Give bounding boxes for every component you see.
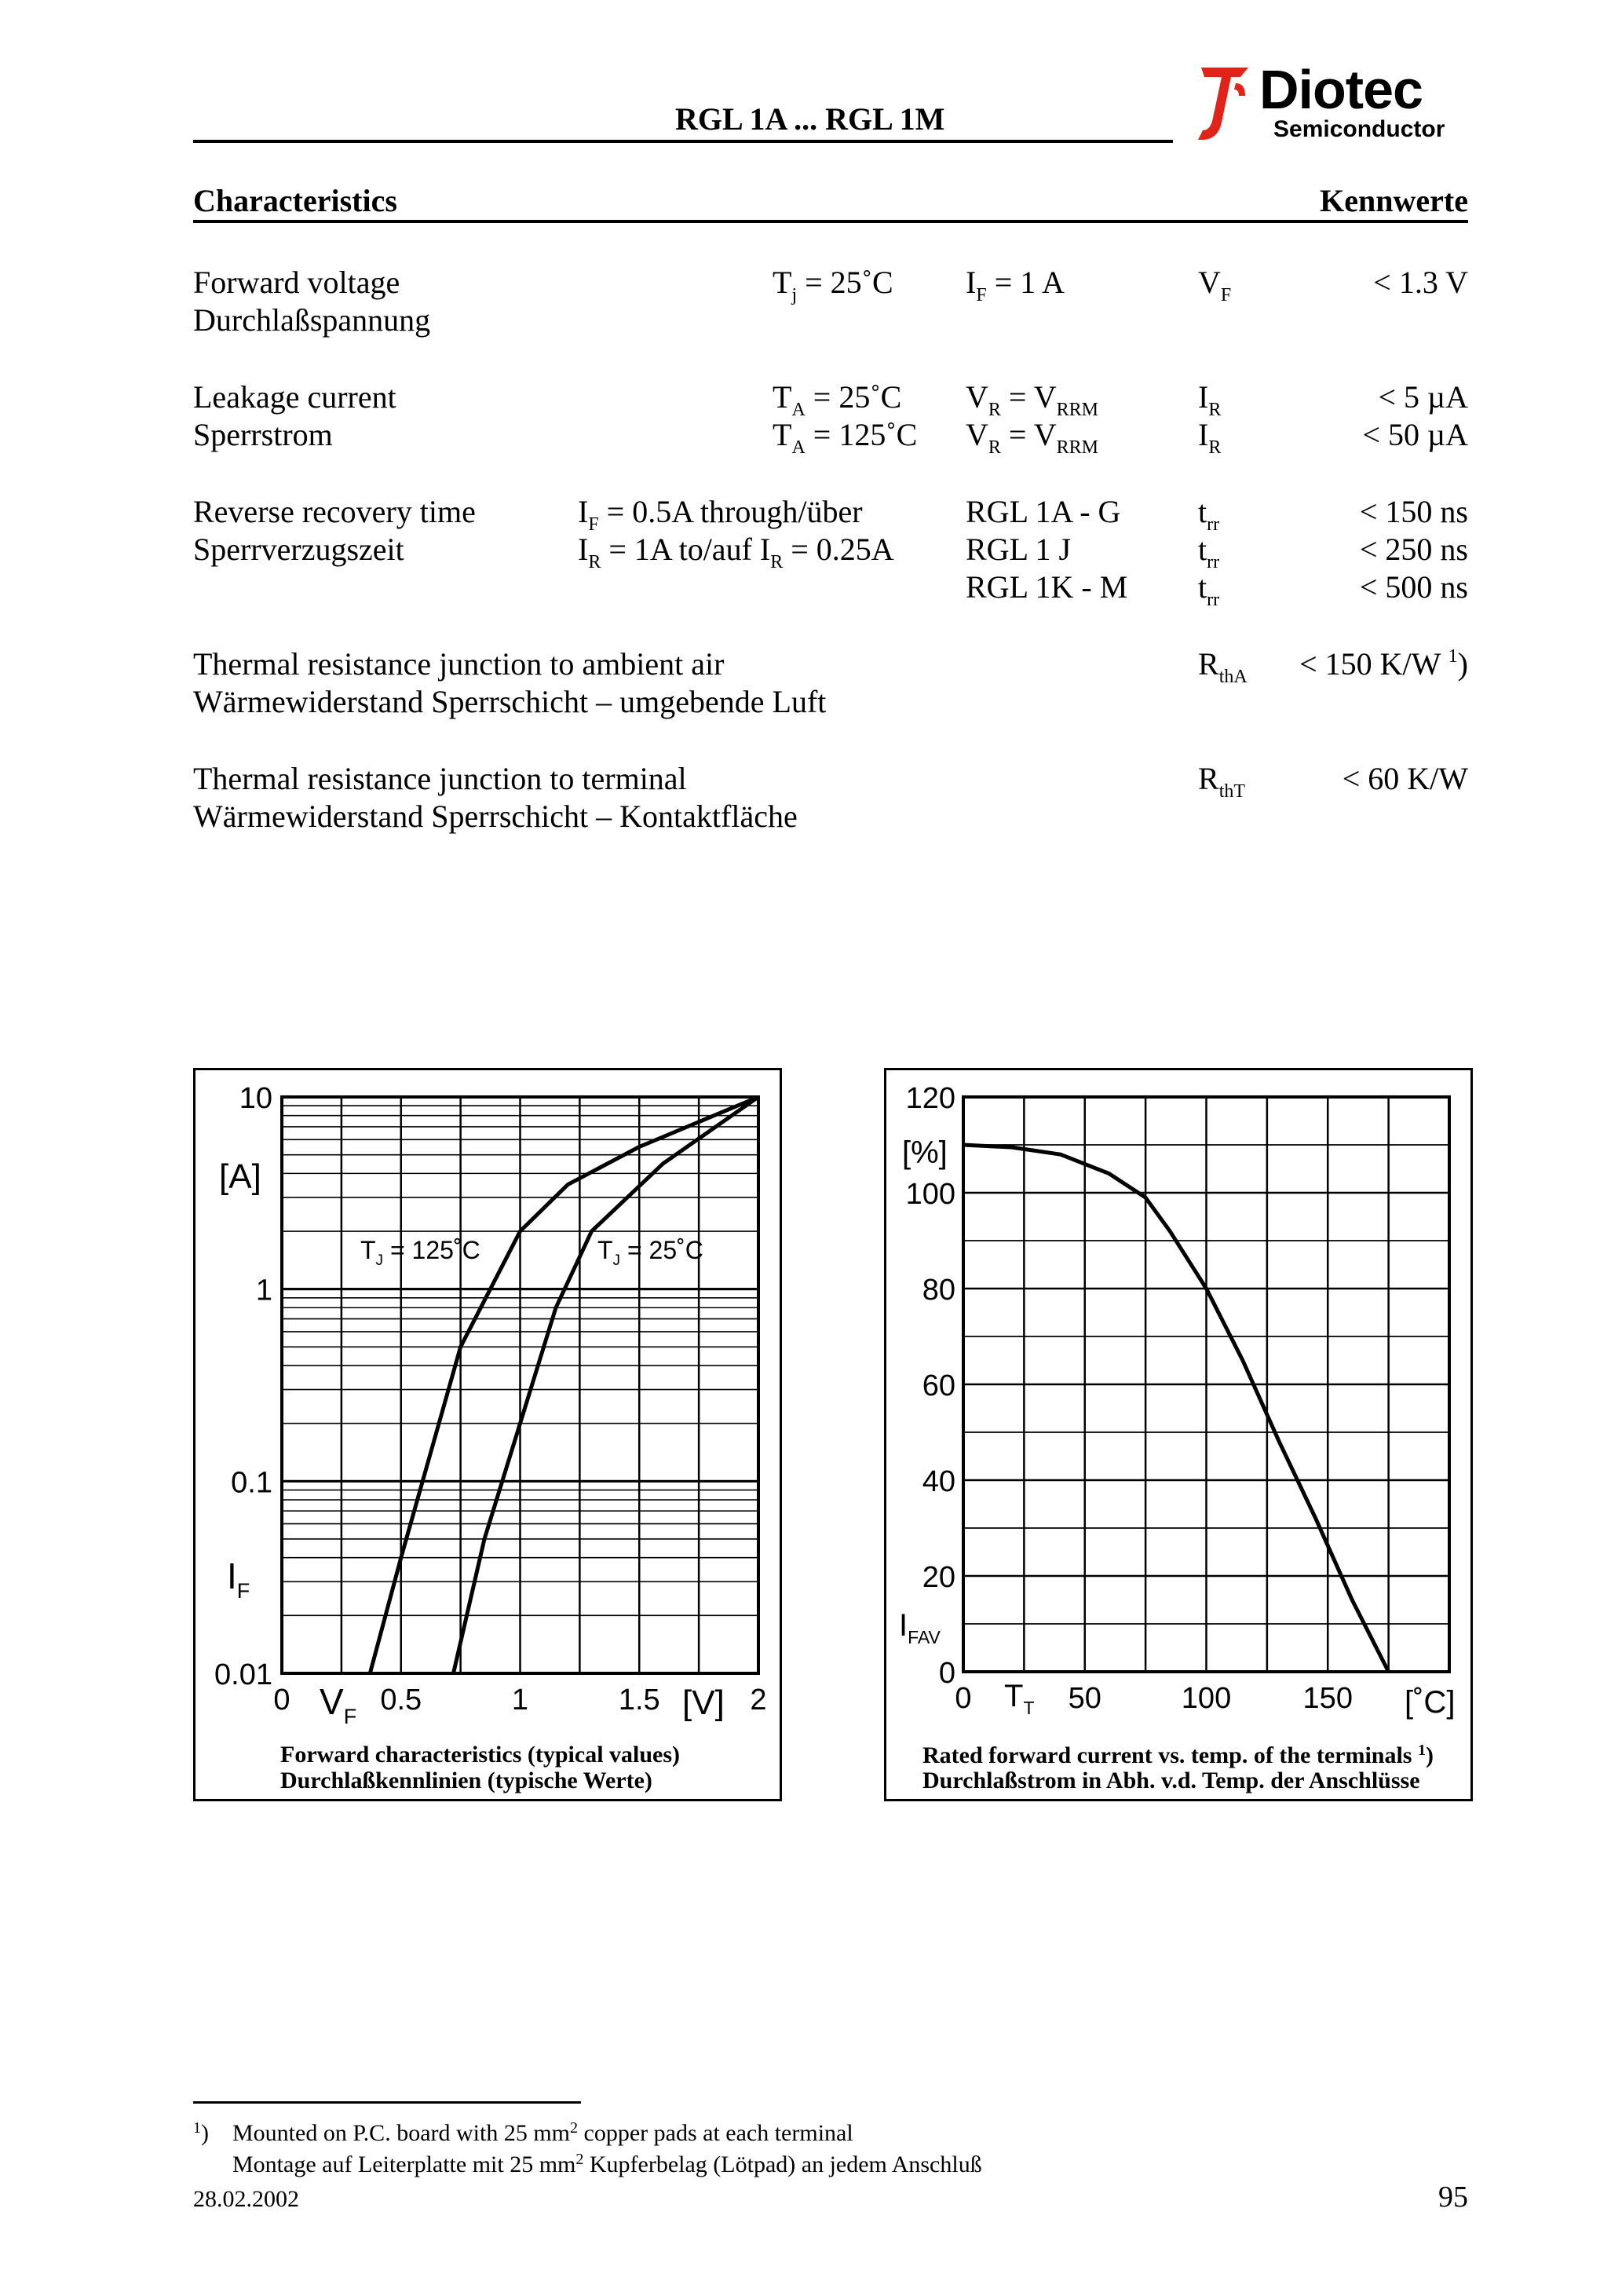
leakage-row2-value: < 50 µA [1362, 417, 1468, 452]
recovery-row1-type: RGL 1A - G [966, 494, 1121, 529]
y-axis-unit: [A] [219, 1157, 261, 1196]
y-axis-label: $I_{FAV}$ [899, 1608, 941, 1647]
thermal-terminal-value: < 60 K/W [1342, 761, 1468, 796]
series-label-2: $T_J$ = 25˚C [597, 1236, 703, 1269]
x-tick-label: 0.5 [380, 1684, 422, 1717]
forward-voltage-value: < 1.3 V [1373, 265, 1468, 300]
thermal-air-value: < 150 K/W $^1$) [1299, 646, 1468, 682]
recovery-row3-type: RGL 1K - M [966, 569, 1128, 605]
chart2-caption-en: Rated forward current vs. temp. of the terminals $^1$) [922, 1742, 1434, 1768]
recovery-row3-symbol: $t_{rr}$ [1198, 569, 1220, 610]
y-tick-label: 80 [922, 1274, 955, 1307]
y-axis-unit: [%] [902, 1135, 948, 1170]
y-tick-label: 40 [922, 1465, 955, 1498]
leakage-row2-voltage: $V_R = V_{RRM}$ [966, 417, 1098, 458]
series-line-1 [370, 1097, 758, 1673]
section-title-de: Kennwerte [1320, 183, 1468, 218]
recovery-label-en: Reverse recovery time [193, 494, 476, 529]
x-tick-label: 0 [955, 1682, 972, 1715]
diotec-logo [1193, 61, 1476, 148]
x-tick-label: 2 [750, 1684, 767, 1717]
leakage-label-en: Leakage current [193, 379, 396, 415]
x-axis-label: $T_T$ [1004, 1679, 1035, 1718]
leakage-row2-symbol: $I_R$ [1198, 417, 1222, 458]
thermal-air-label-de: Wärmewiderstand Sperrschicht – umgebende Luft [193, 684, 827, 719]
chart1-caption-en: Forward characteristics (typical values) [280, 1742, 681, 1768]
diotec-logo-mark-icon [1193, 61, 1256, 148]
forward-characteristics-plot [195, 1070, 780, 1799]
y-tick-label: 60 [922, 1369, 955, 1402]
x-axis-unit: [V] [682, 1684, 725, 1722]
x-tick-label: 0 [273, 1684, 290, 1717]
header-rule [193, 140, 1173, 143]
footnote-mark: $^1$) [193, 2119, 209, 2146]
footnote-line-de: Montage auf Leiterplatte mit 25 $mm^2$ Kupferbelag (Lötpad) an jedem Anschluß [232, 2151, 982, 2177]
y-tick-label: 20 [922, 1561, 955, 1594]
recovery-row2-type: RGL 1 J [966, 532, 1072, 567]
footnote-rule [193, 2101, 581, 2104]
recovery-row2-symbol: $t_{rr}$ [1198, 532, 1220, 572]
thermal-terminal-symbol: $R_{thT}$ [1198, 761, 1246, 802]
footer-date: 28.02.2002 [193, 2186, 299, 2212]
leakage-label-de: Sperrstrom [193, 417, 333, 452]
x-tick-label: 1.5 [618, 1684, 660, 1717]
forward-voltage-symbol: $V_F$ [1198, 265, 1232, 305]
y-tick-label: 0.01 [214, 1658, 272, 1691]
forward-voltage-cond-if: $I_F = 1$ A [966, 265, 1065, 305]
x-tick-label: 100 [1181, 1682, 1232, 1715]
recovery-row2-value: < 250 ns [1359, 532, 1468, 567]
y-tick-label: 0.1 [231, 1466, 272, 1500]
thermal-air-symbol: $R_{thA}$ [1198, 646, 1248, 687]
y-tick-label: 10 [239, 1082, 272, 1115]
section-rule [193, 220, 1468, 223]
forward-voltage-cond-tj: $T_j$ = 25˚C [773, 265, 893, 305]
leakage-row2-temp: $T_A$ = 125˚C [773, 417, 918, 458]
leakage-row1-voltage: $V_R = V_{RRM}$ [966, 379, 1098, 420]
x-axis-label: $V_F$ [320, 1681, 357, 1728]
y-tick-label: 100 [905, 1178, 955, 1211]
leakage-row1-temp: $T_A$ = 25˚C [773, 379, 902, 420]
leakage-row1-value: < 5 µA [1378, 379, 1468, 415]
thermal-air-label-en: Thermal resistance junction to ambient air [193, 646, 725, 682]
forward-voltage-label-de: Durchlaßspannung [193, 302, 431, 338]
y-tick-label: 120 [905, 1082, 955, 1115]
forward-characteristics-chart [193, 1068, 782, 1801]
logo-tagline: Semiconductor [1273, 116, 1445, 142]
derating-chart [884, 1068, 1473, 1801]
recovery-row1-symbol: $t_{rr}$ [1198, 494, 1220, 535]
section-title-en: Characteristics [193, 183, 397, 218]
derating-plot [886, 1070, 1470, 1799]
series-line-2 [454, 1097, 759, 1673]
x-tick-label: 50 [1068, 1682, 1101, 1715]
y-tick-label: 0 [938, 1657, 955, 1690]
footnote-line-en: Mounted on P.C. board with 25 $mm^2$ copper pads at each terminal [232, 2119, 853, 2146]
leakage-row1-symbol: $I_R$ [1198, 379, 1222, 420]
recovery-row1-value: < 150 ns [1359, 494, 1468, 529]
recovery-cond2: $I_R = 1A$ to/auf $I_R = 0.25A$ [578, 532, 894, 572]
thermal-terminal-label-en: Thermal resistance junction to terminal [193, 761, 687, 796]
recovery-label-de: Sperrverzugszeit [193, 532, 404, 567]
x-tick-label: 1 [511, 1684, 529, 1717]
x-tick-label: 150 [1302, 1682, 1353, 1715]
thermal-terminal-label-de: Wärmewiderstand Sperrschicht – Kontaktfläche [193, 799, 798, 834]
chart1-caption-de: Durchlaßkennlinien (typische Werte) [280, 1768, 652, 1793]
series-label-1: $T_J$ = 125˚C [360, 1236, 480, 1269]
recovery-row3-value: < 500 ns [1359, 569, 1468, 605]
document-title: RGL 1A ... RGL 1M [675, 101, 945, 137]
page-number: 95 [1438, 2181, 1468, 2214]
y-axis-label: $I_F$ [227, 1556, 250, 1603]
logo-brand: Diotec [1259, 59, 1423, 120]
chart2-caption-de: Durchlaßstrom in Abh. v.d. Temp. der Anschlüsse [922, 1768, 1420, 1793]
x-axis-unit: [˚C] [1405, 1685, 1456, 1720]
forward-voltage-label-en: Forward voltage [193, 265, 400, 300]
y-tick-label: 1 [255, 1274, 272, 1307]
series-line-1 [963, 1145, 1389, 1672]
recovery-cond1: $I_F = 0.5A$ through/über [578, 494, 863, 535]
